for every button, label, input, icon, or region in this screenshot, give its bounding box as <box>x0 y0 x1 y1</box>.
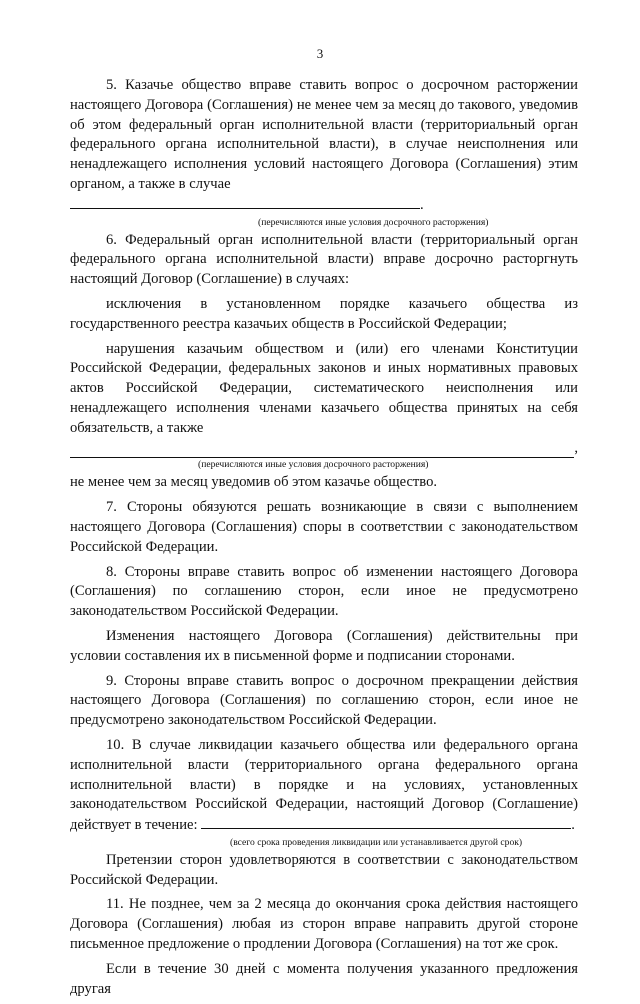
note-termination-conditions: (перечисляются иные условия досрочного расторжения) <box>258 216 489 228</box>
clause-5-body <box>70 96 578 216</box>
clause-7: 7. Стороны обязуются решать возникающие в связи с выполнением настоящего Договора (Соглашения) споры в соответствии с законодательством Российской Федерации. <box>70 499 578 555</box>
clause-11: 11. Не позднее, чем за 2 месяца до окончания срока действия настоящего Договора (Соглашения) любая из сторон вправе направить другой стороне письменное предложение о продлении Договора (Соглашения) на тот же срок. <box>70 896 578 953</box>
clause-5 <box>70 76 578 96</box>
clause-10-tail <box>70 815 578 836</box>
clause-10-line-2: исполнительной власти (территориального органа федерального органа <box>70 756 578 773</box>
clause-10-line-4: законодательством Российской Федерации, настоящий Договор (Соглашение) <box>70 796 578 813</box>
clause-10 <box>70 736 578 836</box>
clause-8-amendments: Изменения настоящего Договора (Соглашения) действительны при условии составления их в письменной форме и подписании сторонами. <box>70 627 578 664</box>
clause-6: 6. Федеральный орган исполнительной власти (территориальный орган федерального органа исполнительной власти) вправе досрочно расторгнуть настоящий Договор (Соглашение) в случаях: <box>70 231 578 288</box>
note-termination-conditions-2: (перечисляются иные условия досрочного расторжения) <box>198 459 429 471</box>
clause-5-line-3: об этом федеральный орган исполнительной власти (территориальный орган <box>70 116 578 133</box>
clause-10-end: . <box>571 817 575 834</box>
clause-9: 9. Стороны вправе ставить вопрос о досрочном прекращении действия настоящего Договора (Соглашения) по соглашению сторон, если иное не предусмотрено законодательством Российской Федерации. <box>70 672 578 729</box>
clause-6-item-c: не менее чем за месяц уведомив об этом казачье общество. <box>70 474 438 491</box>
page-number: 3 <box>316 46 324 61</box>
document-body <box>70 76 578 1004</box>
clause-5-line-4: федерального органа исполнительной власти), в случае неисполнения или <box>70 136 578 153</box>
clause-5-tail <box>70 175 578 216</box>
clause-5-line-2: настоящего Договора (Соглашения) не менее чем за месяц до такового, уведомив <box>70 96 578 113</box>
clause-5-tail-text: органом, а также в случае <box>70 175 231 192</box>
clause-6-blank-row <box>70 439 578 459</box>
clause-5-line-1: 5. Казачье общество вправе ставить вопрос о досрочном расторжении <box>106 77 578 93</box>
clause-10-line-1: 10. В случае ликвидации казачьего общества или федерального органа <box>106 736 578 753</box>
clause-6-item-a: исключения в установленном порядке казачьего общества из государственного реестра казачьих обществ в Российской Федерации; <box>70 295 578 332</box>
blank-line <box>70 443 574 458</box>
clause-10-claims: Претензии сторон удовлетворяются в соответствии с законодательством Российской Федерации. <box>70 851 578 888</box>
clause-10-line-3: исполнительной власти) в порядке и на условиях, установленных <box>70 776 578 793</box>
clause-6-item-b: нарушения казачьим обществом и (или) его членами Конституции Российской Федерации, федеральных законов и иных нормативных правовых актов Российской Федерации, систематического неисполнения или ненадлежащего исполнения членами казачьего общества принятых на себя обязательств, а также <box>70 340 578 436</box>
note-liquidation-term: (всего срока проведения ликвидации или устанавливается другой срок) <box>230 836 523 848</box>
clause-5-end: . <box>420 196 424 213</box>
clause-6-end: , <box>574 439 578 456</box>
blank-line <box>201 815 571 829</box>
clause-11-continuation: Если в течение 30 дней с момента получения указанного предложения другая <box>70 960 578 997</box>
clause-8: 8. Стороны вправе ставить вопрос об изменении настоящего Договора (Соглашения) по соглашению сторон, если иное не предусмотрено законодательством Российской Федерации. <box>70 563 578 620</box>
blank-line <box>70 195 420 209</box>
clause-5-line-5: ненадлежащего исполнения условий настоящего Договора (Соглашения) этим <box>70 156 578 173</box>
clause-10-tail-text: действует в течение: <box>70 817 198 834</box>
